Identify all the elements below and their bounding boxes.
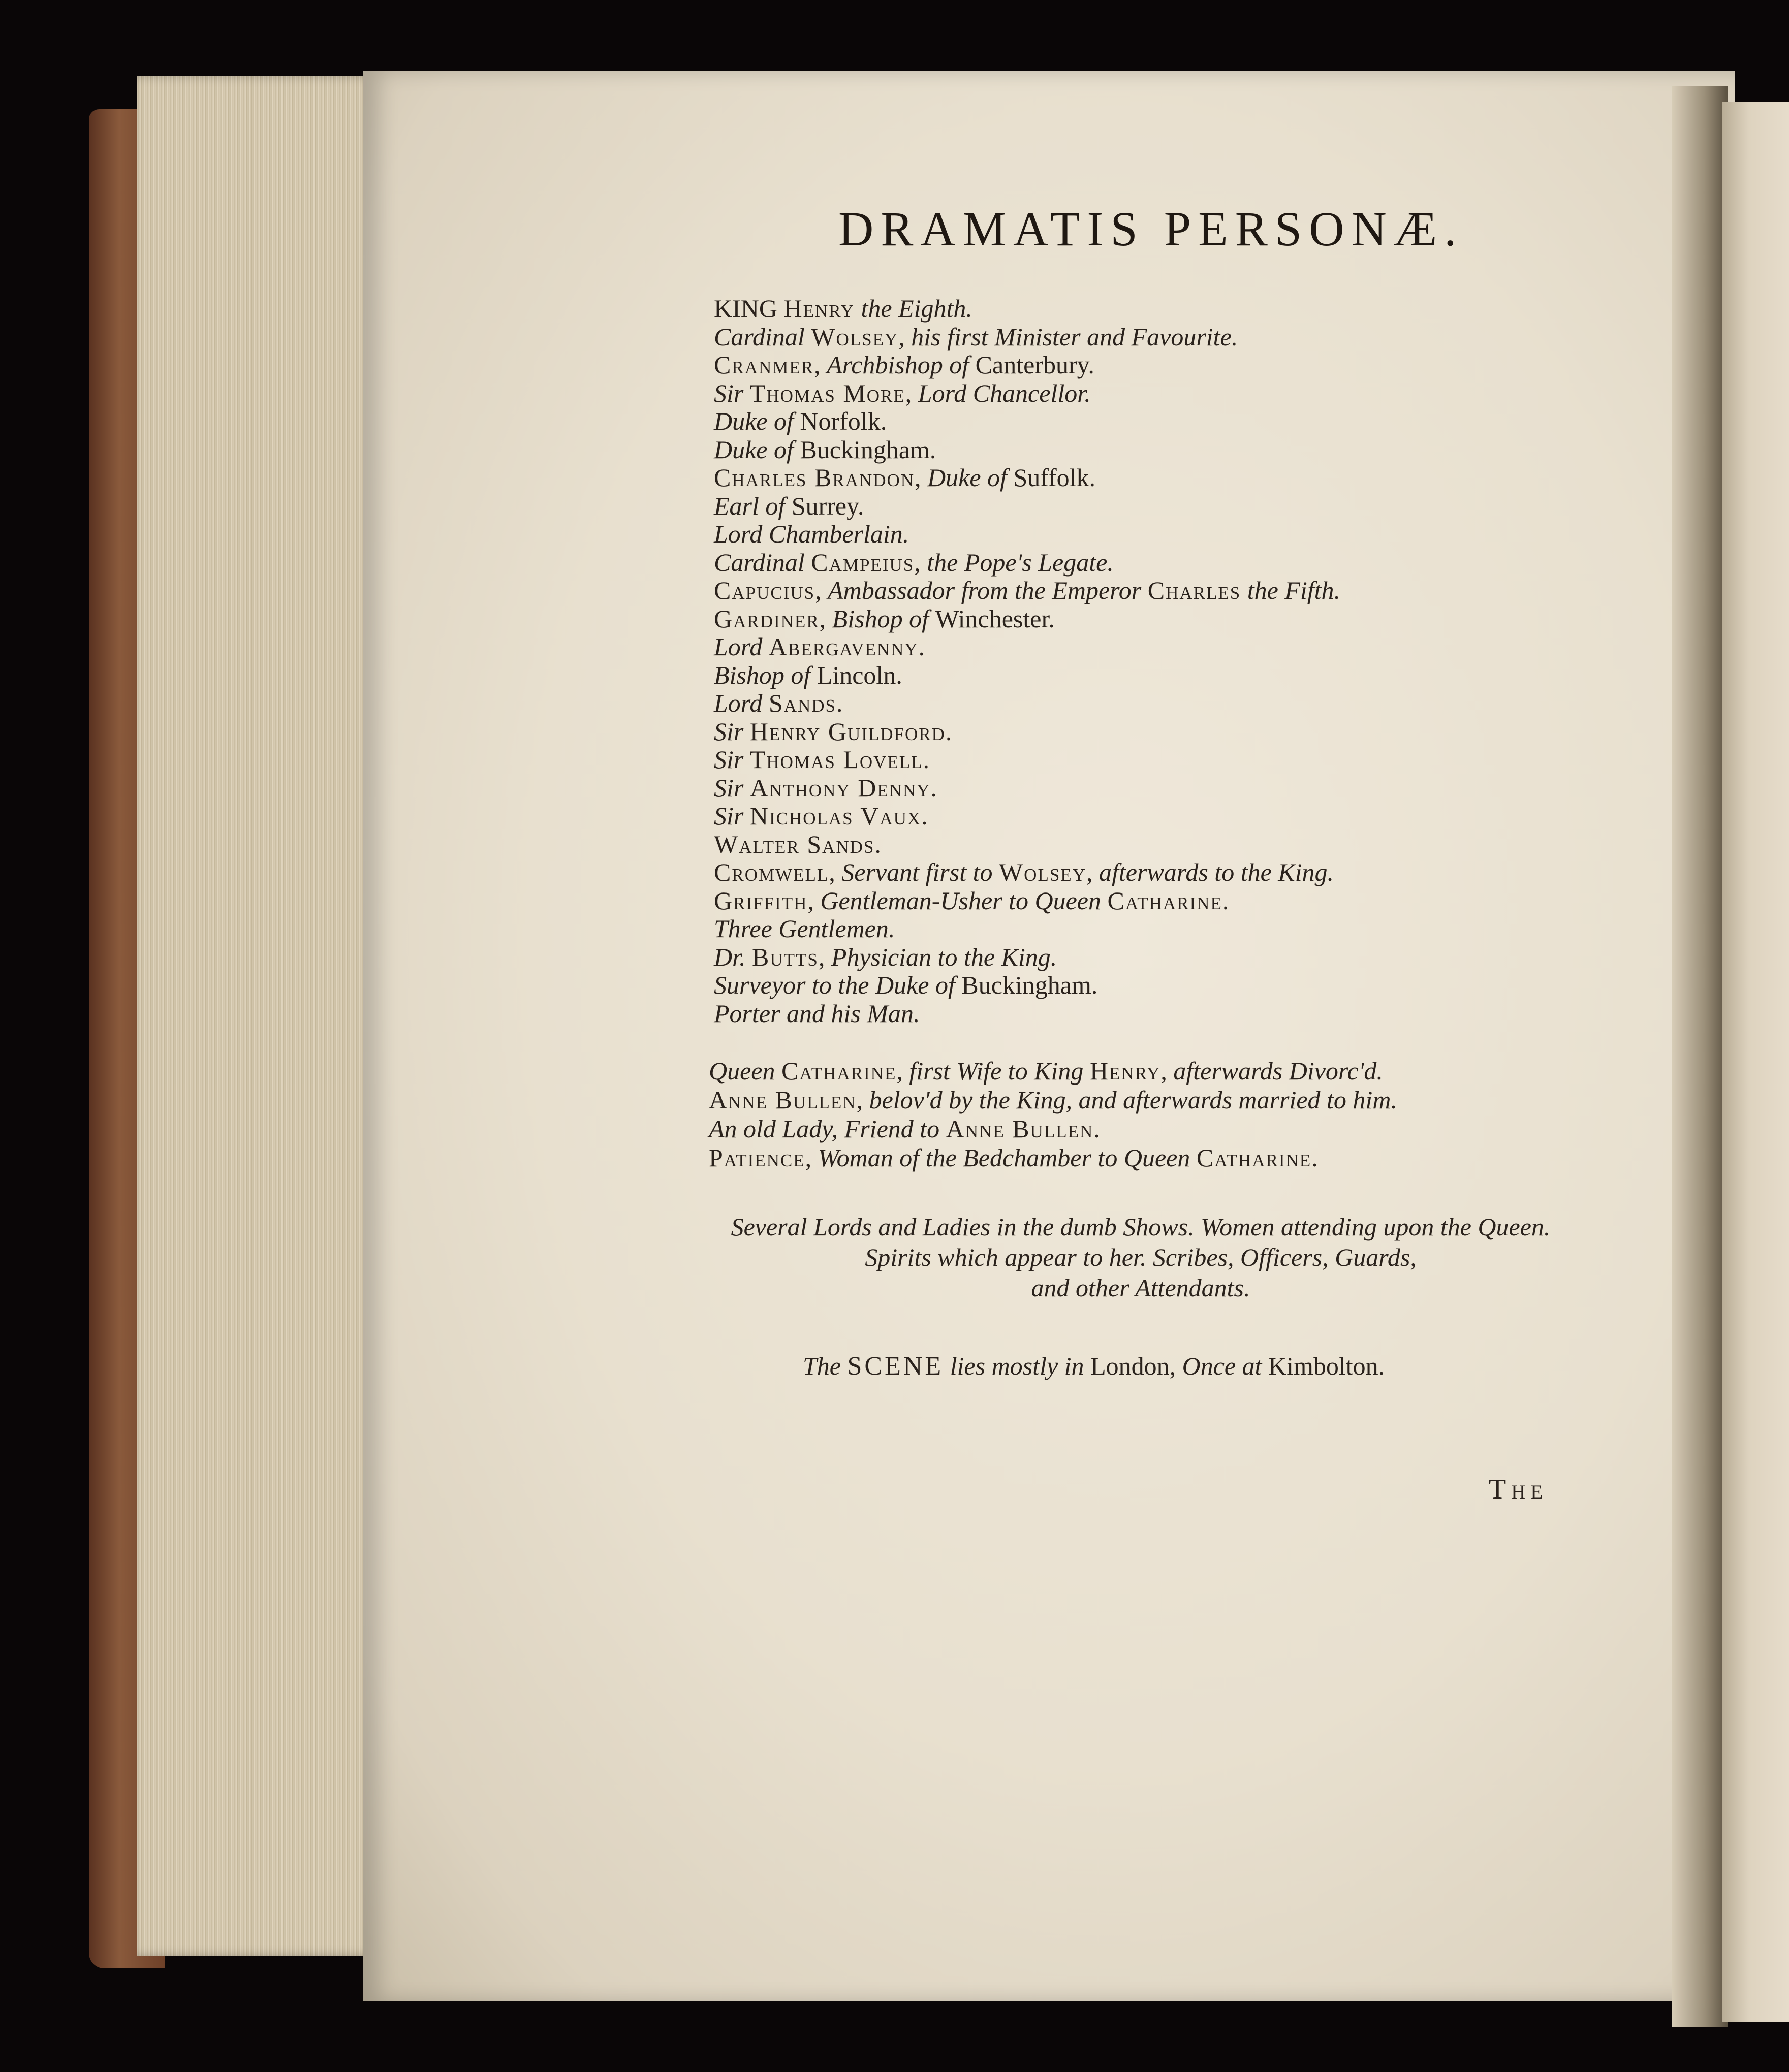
character-entry <box>714 1000 1578 1028</box>
character-entry <box>709 1057 1623 1086</box>
character-entry-text: Lord <box>714 632 769 661</box>
character-entry <box>714 605 1578 633</box>
character-entry-text: Porter and his Man. <box>714 999 920 1028</box>
scene-lies: lies mostly in <box>944 1352 1091 1380</box>
character-entry-text: the Fifth. <box>1241 576 1341 604</box>
character-entry-text: Henry <box>1089 1057 1161 1085</box>
character-entry-text: Queen <box>709 1057 781 1085</box>
character-entry-text: Duke of <box>714 407 800 435</box>
character-entry-text: , <box>896 1057 909 1085</box>
character-entry <box>709 1086 1623 1114</box>
character-entry-text: Capucius <box>714 576 815 604</box>
character-entry-text: Henry <box>783 294 855 323</box>
character-entry-text: Bishop of <box>832 604 935 633</box>
character-entry-text: Sir <box>714 745 750 774</box>
character-entry-text: , <box>1160 1057 1174 1085</box>
character-entry-text: Thomas Lovell. <box>749 745 931 774</box>
character-entry-text: Surveyor to the Duke of <box>714 971 962 999</box>
character-entry-text: Sir <box>714 802 750 830</box>
character-entry-text: Woman of the Bedchamber to Queen <box>818 1143 1197 1172</box>
female-characters-list <box>709 1057 1623 1172</box>
character-entry-text: Wolsey <box>811 322 899 351</box>
character-entry-text: Cranmer <box>714 350 814 379</box>
character-entry-text: his first Minister and Favourite. <box>911 322 1238 351</box>
character-entry <box>714 407 1578 436</box>
male-characters-list <box>714 295 1578 1028</box>
character-entry-text: belov'd by the King, and afterwards married to him. <box>869 1086 1397 1114</box>
scene-the: The <box>803 1352 848 1380</box>
character-entry-text: , <box>829 858 842 886</box>
character-entry-text: , <box>815 576 828 604</box>
character-entry-text: , <box>856 1086 869 1114</box>
character-entry-text: Nicholas Vaux. <box>749 802 929 830</box>
character-entry-text: Walter Sands. <box>714 830 882 858</box>
character-entry-text: Three Gentlemen. <box>714 914 895 943</box>
character-entry <box>714 831 1578 859</box>
character-entry-text: , <box>807 886 821 915</box>
character-entry-text: Sir <box>714 378 750 407</box>
character-entry-text: Charles Brandon <box>714 463 915 492</box>
character-entry-text: Wolsey <box>998 858 1086 886</box>
character-entry <box>714 971 1578 1000</box>
character-entry-text: Sir <box>714 717 750 746</box>
character-entry-text: , <box>819 604 832 633</box>
character-entry-text: Catharine <box>781 1057 897 1085</box>
character-entry-text: , <box>814 350 827 379</box>
character-entry-text: Earl of <box>714 491 792 520</box>
character-entry <box>714 436 1578 464</box>
character-entry-text: Anne Bullen. <box>946 1114 1101 1143</box>
character-entry-text: Butts <box>752 942 819 971</box>
character-entry <box>714 774 1578 803</box>
character-entry-text: Lord Chancellor. <box>918 378 1091 407</box>
character-entry-text: Patience <box>709 1143 805 1172</box>
character-entry-text: first Wife to King <box>909 1057 1090 1085</box>
character-entry-text: Canterbury. <box>975 350 1094 379</box>
character-entry-text: Thomas More <box>749 378 905 407</box>
character-entry-text: , <box>805 1143 818 1172</box>
character-entry-text: Anthony Denny. <box>749 773 938 802</box>
character-entry-text: Ambassador from the Emperor <box>828 576 1148 604</box>
character-entry-text: Physician to the King. <box>831 942 1057 971</box>
character-entry <box>714 718 1578 746</box>
character-entry-text: Winchester. <box>935 604 1055 633</box>
character-entry-text: Lord <box>714 689 769 717</box>
scene-location <box>803 1351 1514 1381</box>
character-entry <box>709 1114 1623 1143</box>
character-entry-text: Sir <box>714 773 750 802</box>
character-entry-text: , <box>1086 858 1099 886</box>
character-entry-text: An old Lady, Friend to <box>709 1114 946 1143</box>
character-entry <box>714 661 1578 690</box>
scene-word: SCENE <box>847 1352 944 1381</box>
character-entry-text: , <box>818 942 831 971</box>
character-entry-text: Duke of <box>714 435 800 464</box>
character-entry-text: Servant first to <box>841 858 999 886</box>
character-entry-text: Cardinal <box>714 322 811 351</box>
scene-place-london: London, <box>1090 1352 1176 1380</box>
character-entry-text: Henry Guildford. <box>749 717 953 746</box>
character-entry <box>714 943 1578 972</box>
character-entry-text: Lincoln. <box>817 660 902 689</box>
scene-once: Once at <box>1176 1352 1268 1380</box>
attendants-line: Several Lords and Ladies in the dumb Shows. Women attending upon the Queen. <box>731 1213 1551 1241</box>
character-entry <box>714 802 1578 831</box>
character-entry <box>714 689 1578 718</box>
character-entry-text: Griffith <box>714 886 808 915</box>
catchword: The <box>1489 1474 1548 1505</box>
character-entry-text: Charles <box>1147 576 1241 604</box>
character-entry-text: Cardinal <box>714 548 811 577</box>
character-entry <box>714 464 1578 492</box>
character-entry-text: the Pope's Legate. <box>927 548 1114 577</box>
character-entry-text: Duke of <box>927 463 1014 492</box>
character-entry-text: Lord Chamberlain. <box>714 520 909 548</box>
character-entry <box>714 915 1578 943</box>
character-entry-text: Cromwell <box>714 858 829 886</box>
character-entry-text: , <box>898 322 912 351</box>
character-entry-text: , <box>915 463 928 492</box>
character-entry <box>714 858 1578 887</box>
attendants-line: Spirits which appear to her. Scribes, Officers, Guards, <box>865 1243 1417 1271</box>
character-entry-text: KING <box>714 294 784 323</box>
character-entry-text: afterwards to the King. <box>1098 858 1334 886</box>
character-entry-text: Buckingham. <box>800 435 936 464</box>
character-entry-text: Abergavenny. <box>768 632 926 661</box>
character-entry-text: Campeius <box>811 548 915 577</box>
character-entry <box>714 351 1578 379</box>
character-entry <box>714 549 1578 577</box>
character-entry <box>714 323 1578 352</box>
character-entry-text: Sands. <box>768 689 844 717</box>
character-entry-text: Suffolk. <box>1013 463 1096 492</box>
character-entry <box>714 633 1578 661</box>
character-entry <box>714 746 1578 774</box>
character-entry-text: Archbishop of <box>827 350 976 379</box>
character-entry-text: Bishop of <box>714 660 817 689</box>
character-entry-text: Surrey. <box>791 491 864 520</box>
character-entry-text: Catharine. <box>1196 1143 1319 1172</box>
character-entry-text: , <box>905 378 918 407</box>
attendants-note <box>696 1212 1585 1303</box>
attendants-line: and other Attendants. <box>1031 1273 1250 1302</box>
character-entry-text: , <box>914 548 927 577</box>
character-entry-text: Norfolk. <box>800 407 887 435</box>
character-entry-text: Gentleman-Usher to Queen <box>820 886 1108 915</box>
character-entry <box>714 492 1578 521</box>
scene-place-kimbolton: Kimbolton. <box>1268 1352 1385 1380</box>
character-entry-text: Dr. <box>714 942 752 971</box>
character-entry-text: afterwards Divorc'd. <box>1173 1057 1383 1085</box>
character-entry-text: Buckingham. <box>961 971 1098 999</box>
character-entry <box>714 577 1578 605</box>
character-entry-text: Anne Bullen <box>709 1086 857 1114</box>
page-title: DRAMATIS PERSONÆ. <box>838 202 1464 256</box>
character-entry <box>714 295 1578 323</box>
character-entry <box>714 520 1578 549</box>
character-entry <box>714 379 1578 408</box>
character-entry-text: the Eighth. <box>854 294 972 323</box>
character-entry <box>709 1143 1623 1172</box>
character-entry-text: Catharine. <box>1107 886 1230 915</box>
character-entry-text: Gardiner <box>714 604 820 633</box>
character-entry <box>714 887 1578 915</box>
